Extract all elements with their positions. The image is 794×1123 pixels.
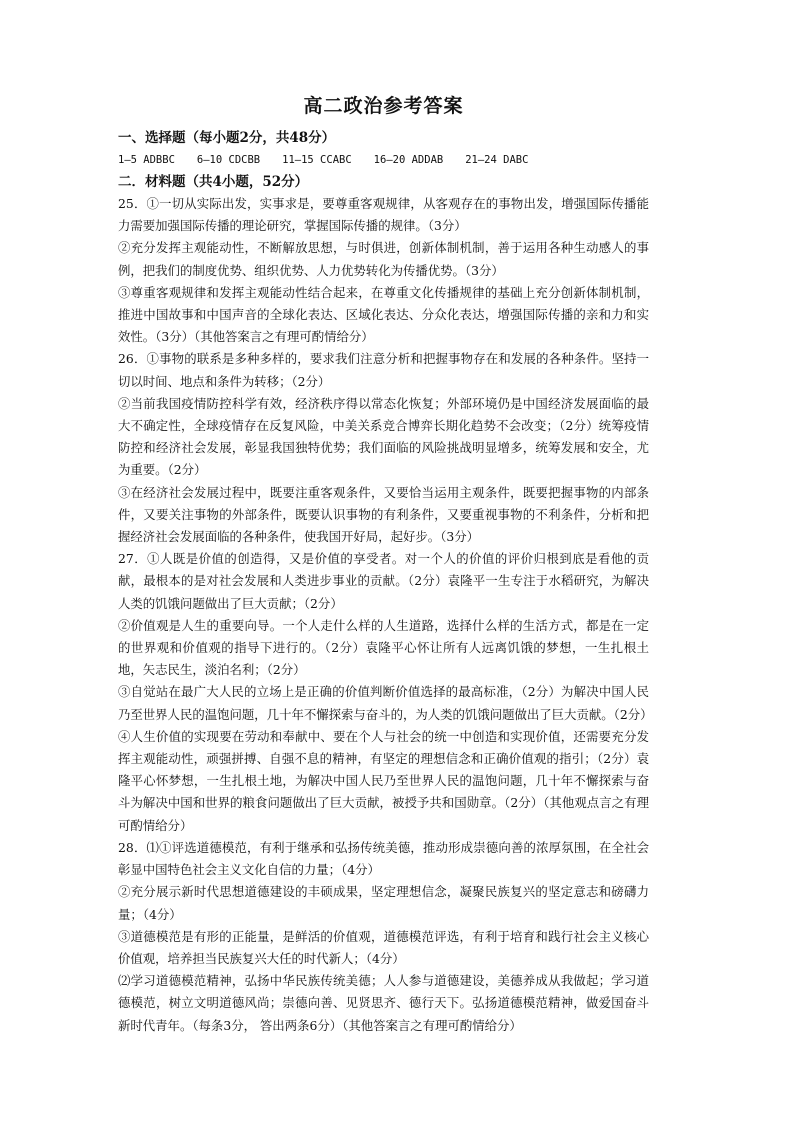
answer-group: 1—5 ADBBC: [118, 154, 175, 166]
answer-paragraph: ②充分展示新时代思想道德建设的丰硕成果，坚定理想信念，凝聚民族复兴的坚定意志和磅礴力量；（4分）: [118, 884, 649, 922]
section-material-heading: 二．材料题（共4小题，52分）: [118, 174, 309, 190]
answer-paragraph: 26．①事物的联系是多种多样的，要求我们注意分析和把握事物存在和发展的各种条件。坚持一切以时间、地点和条件为转移；（2分）: [118, 351, 649, 389]
answer-paragraph: ③自觉站在最广大人民的立场上是正确的价值判断价值选择的最高标准，（2分）为解决中国人民乃至世界人民的温饱问题，几十年不懈探索与奋斗的，为人类的饥饿问题做出了巨大贡献。（2分）: [118, 684, 653, 722]
answer-paragraph: ③在经济社会发展过程中，既要注重客观条件，又要恰当运用主观条件，既要把握事物的内部条件，又要关注事物的外部条件，既要认识事物的有利条件，又要重视事物的不利条件，分析和把握经济社会发展面临的各种条件，使我国开好局，起好步。（3分）: [118, 484, 649, 545]
choice-answers-row: [118, 149, 649, 171]
answer-group: 21—24 DABC: [465, 154, 529, 166]
answer-paragraph: 28．⑴①评选道德模范，有利于继承和弘扬传统美德，推动形成崇德向善的浓厚氛围，在全社会彰显中国特色社会主义文化自信的力量；（4分）: [118, 839, 649, 878]
section-choice-heading: 一、选择题（每小题2分，共48分）: [118, 130, 336, 146]
answer-group: 16—20 ADDAB: [373, 154, 444, 166]
answer-group: 6—10 CDCBB: [196, 154, 261, 166]
answer-paragraph: ③道德模范是有形的正能量，是鲜活的价值观，道德模范评选，有利于培育和践行社会主义核心价值观，培养担当民族复兴大任的时代新人；（4分）: [118, 928, 649, 966]
answer-paragraph: ⑵学习道德模范精神，弘扬中华民族传统美德；人人参与道德建设，美德养成从我做起；学习道德模范，树立文明道德风尚；崇德向善、见贤思齐、德行天下。弘扬道德模范精神，做爱国奋斗新时代青年。（每条3分， 答出两条6分）（其他答案言之有理可酌情给分）: [118, 973, 649, 1033]
answer-paragraph: ②当前我国疫情防控科学有效，经济秩序得以常态化恢复；外部环境仍是中国经济发展面临的最大不确定性，全球疫情存在反复风险，中美关系竞合博弈长期化趋势不会改变；（2分）统筹疫情防控和经济社会发展，彰显我国独特优势；我们面临的风险挑战明显增多，统筹发展和安全，尤为重要。（2分）: [118, 395, 649, 478]
answer-paragraph: ②充分发挥主观能动性，不断解放思想，与时俱进，创新体制机制，善于运用各种生动感人的事例，把我们的制度优势、组织优势、人力优势转化为传播优势。（3分）: [118, 240, 649, 278]
answer-paragraph: 25．①一切从实际出发，实事求是，要尊重客观规律，从客观存在的事物出发，增强国际传播能力需要加强国际传播的理论研究，掌握国际传播的规律。（3分）: [118, 196, 649, 234]
answer-paragraph: 27．①人既是价值的创造得，又是价值的享受者。对一个人的价值的评价归根到底是看他的贡献，最根本的是对社会发展和人类进步事业的贡献。（2分）袁隆平一生专注于水稻研究，为解决人类的饥饿问题做出了巨大贡献；（2分）: [118, 551, 649, 611]
answer-paragraph: ④人生价值的实现要在劳动和奉献中、要在个人与社会的统一中创造和实现价值，还需要充分发挥主观能动性，顽强拼搏、自强不息的精神，有坚定的理想信念和正确价值观的指引；（2分）袁隆平心怀梦想，一生扎根土地，为解决中国人民乃至世界人民的温饱问题，几十年不懈探索与奋斗为解决中国和世界的粮食问题做出了巨大贡献，被授予共和国勋章。（2分）（其他观点言之有理可酌情给分）: [118, 728, 649, 833]
answer-paragraph: ③尊重客观规律和发挥主观能动性结合起来，在尊重文化传播规律的基础上充分创新体制机制，推进中国故事和中国声音的全球化表达、区域化表达、分众化表达，增强国际传播的亲和力和实效性。（3分）（其他答案言之有理可酌情给分）: [118, 284, 649, 345]
page-title: 高二政治参考答案: [303, 95, 464, 117]
answer-paragraph: ②价值观是人生的重要向导。一个人走什么样的人生道路，选择什么样的生活方式，都是在一定的世界观和价值观的指导下进行的。（2分）袁隆平心怀让所有人远离饥饿的梦想，一生扎根土地，矢志民生，淡泊名利；（2分）: [118, 617, 649, 678]
answer-group: 11—15 CCABC: [282, 154, 352, 166]
